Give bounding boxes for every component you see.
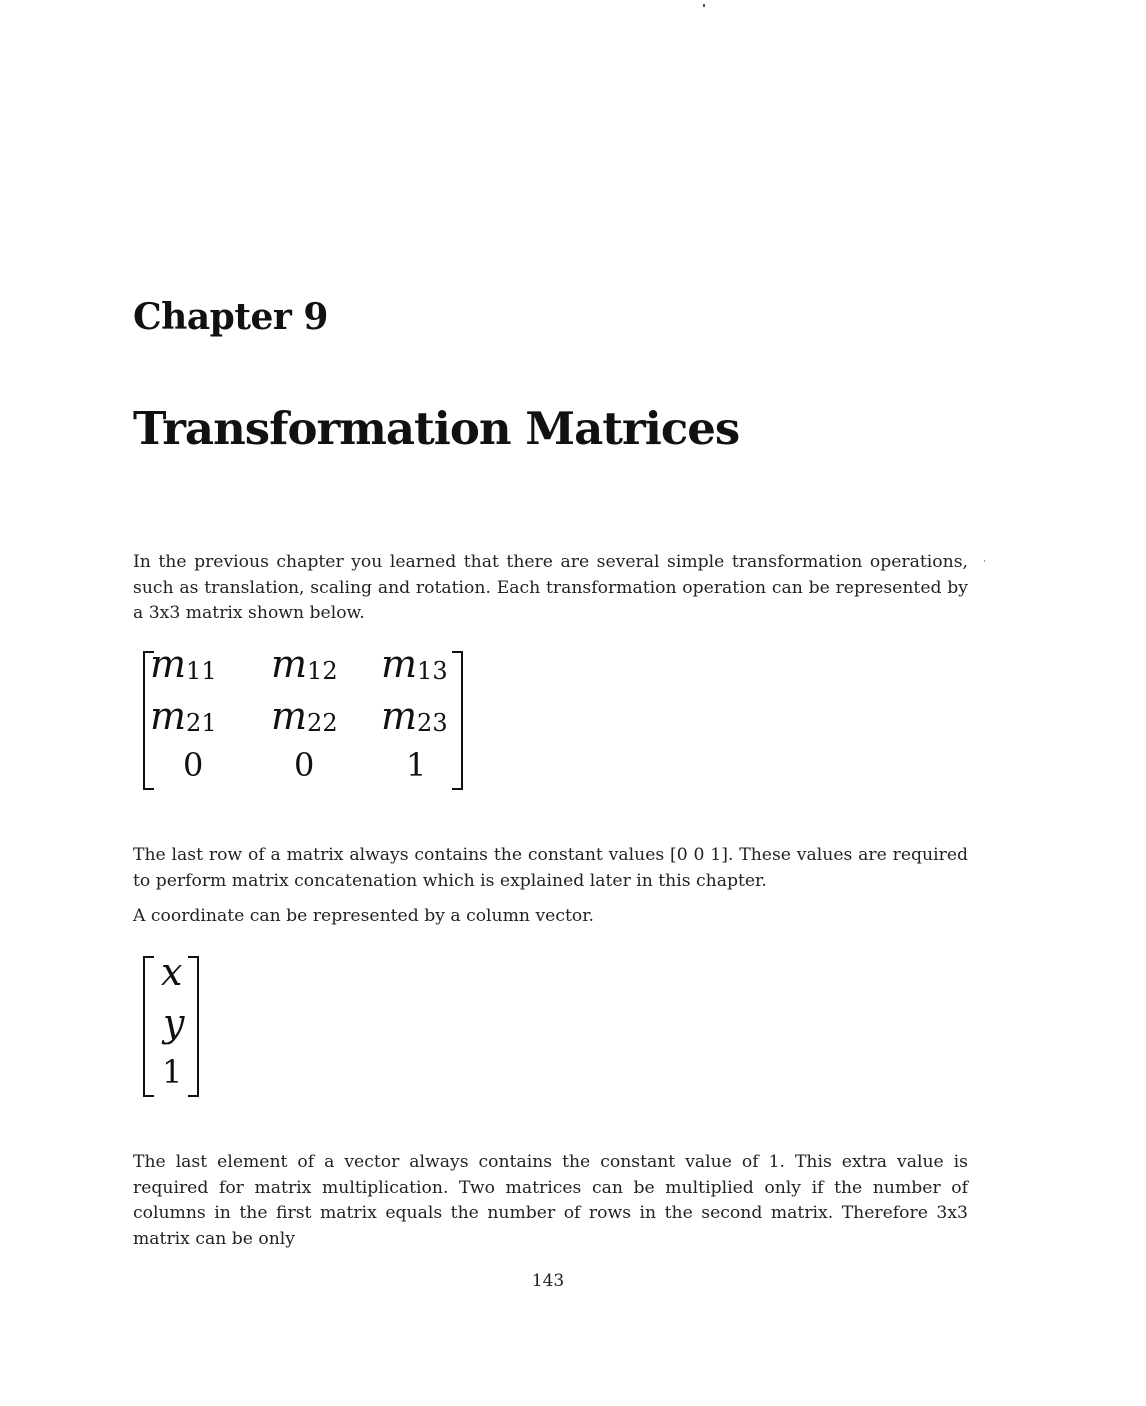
chapter-label: Chapter 9	[133, 296, 328, 338]
last-element-paragraph: The last element of a vector always contains the constant value of 1. This extra value is required for matrix multiplication. Two matrices can be multiplied only if the number of columns in the first matrix equals the number of rows in the second matrix. Therefore 3x3 matrix can be only	[133, 1152, 968, 1249]
matrix-entry-32: 0	[294, 746, 315, 784]
matrix-entry-31: 0	[183, 746, 204, 784]
scan-speck	[984, 560, 985, 562]
chapter-title: Transformation Matrices	[133, 402, 740, 455]
vector-right-bracket	[188, 956, 199, 1097]
last-row-paragraph: The last row of a matrix always contains the constant values [0 0 1]. These values are required to perform matrix concatenation which is explained later in this chapter.	[133, 845, 968, 891]
matrix-right-bracket	[452, 651, 463, 790]
matrix-entry-m12: $m_{12}$	[271, 642, 338, 686]
matrix-entry-m13: $m_{13}$	[381, 642, 448, 686]
page-number: 143	[531, 1271, 565, 1291]
matrix-entry-33: 1	[406, 746, 427, 784]
matrix-entry-m23: $m_{23}$	[381, 694, 448, 738]
matrix-entry-m22: $m_{22}$	[271, 694, 338, 738]
vector-entry-1: 1	[162, 1053, 183, 1091]
matrix-entry-m11: $m_{11}$	[150, 642, 217, 686]
scan-speck	[703, 4, 705, 7]
vector-entry-y: y	[163, 1001, 185, 1045]
vector-left-bracket	[143, 956, 154, 1097]
intro-paragraph: In the previous chapter you learned that there are several simple transformation operations, such as translation, scaling and rotation. Each transformation operation can be represented by a 3x3 matrix shown below.	[133, 552, 968, 623]
matrix-entry-m21: $m_{21}$	[150, 694, 217, 738]
vector-entry-x: x	[161, 950, 183, 994]
coordinate-paragraph: A coordinate can be represented by a column vector.	[133, 906, 595, 926]
